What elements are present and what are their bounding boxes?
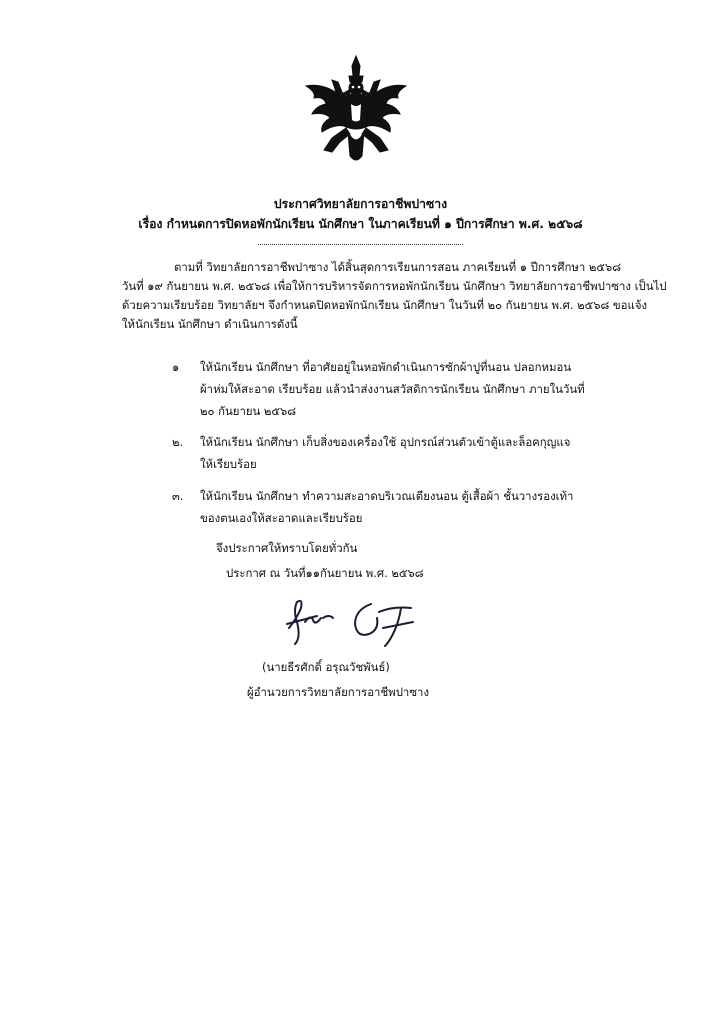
body-paragraph-line: ตามที่ วิทยาลัยการอาชีพปาซาง ได้สิ้นสุดการเรียนการสอน ภาคเรียนที่ ๑ ปีการศึกษา ๒๕๖๘ — [174, 260, 622, 274]
signature-icon — [283, 588, 453, 648]
signer-name: (นายธีรศักดิ์ อรุณวัชพันธ์) — [262, 660, 390, 674]
title-divider — [258, 244, 463, 245]
list-item-number: ๒. — [172, 435, 184, 449]
announcement-subject: เรื่อง กำหนดการปิดหอพักนักเรียน นักศึกษา ในภาคเรียนที่ ๑ ปีการศึกษา พ.ศ. ๒๕๖๘ — [138, 217, 583, 231]
list-item-line: ให้นักเรียน นักศึกษา ที่อาศัยอยู่ในหอพักดำเนินการซักผ้าปูที่นอน ปลอกหมอน — [200, 360, 572, 374]
announcement-title: ประกาศวิทยาลัยการอาชีพปาซาง — [273, 197, 448, 211]
signer-position: ผู้อำนวยการวิทยาลัยการอาชีพปาซาง — [247, 685, 430, 699]
garuda-emblem-icon — [296, 52, 416, 172]
list-item-line: ให้นักเรียน นักศึกษา ทำความสะอาดบริเวณเตียงนอน ตู้เสื้อผ้า ชั้นวางรองเท้า — [200, 489, 574, 503]
list-item-line: ผ้าห่มให้สะอาด เรียบร้อย แล้วนำส่งงานสวัสดิการนักเรียน นักศึกษา ภายในวันที่ — [200, 382, 585, 396]
list-item-number: ๑ — [172, 360, 180, 374]
list-item-number: ๓. — [172, 489, 184, 503]
list-item-line: ของตนเองให้สะอาดและเรียบร้อย — [200, 511, 363, 525]
list-item-line: ให้เรียบร้อย — [200, 457, 257, 471]
body-paragraph-line: วันที่ ๑๙ กันยายน พ.ศ. ๒๕๖๘ เพื่อให้การบริหารจัดการหอพักนักเรียน นักศึกษา วิทยาลัยการอาชีพปาซาง เป็นไป — [122, 279, 667, 293]
announcement-date: ประกาศ ณ วันที่๑๑กันยายน พ.ศ. ๒๕๖๘ — [226, 566, 424, 580]
body-paragraph-line: ให้นักเรียน นักศึกษา ดำเนินการดังนี้ — [122, 317, 298, 331]
closing-statement: จึงประกาศให้ทราบโดยทั่วกัน — [216, 541, 358, 555]
list-item-line: ให้นักเรียน นักศึกษา เก็บสิ่งของเครื่องใช้ อุปกรณ์ส่วนตัวเข้าตู้และล็อคกุญแจ — [200, 435, 571, 449]
list-item-line: ๒๐ กันยายน ๒๕๖๘ — [200, 404, 297, 418]
body-paragraph-line: ด้วยความเรียบร้อย วิทยาลัยฯ จึงกำหนดปิดหอพักนักเรียน นักศึกษา ในวันที่ ๒๐ กันยายน พ.ศ. ๒๕๖๘ ขอแจ้ง — [122, 298, 648, 312]
